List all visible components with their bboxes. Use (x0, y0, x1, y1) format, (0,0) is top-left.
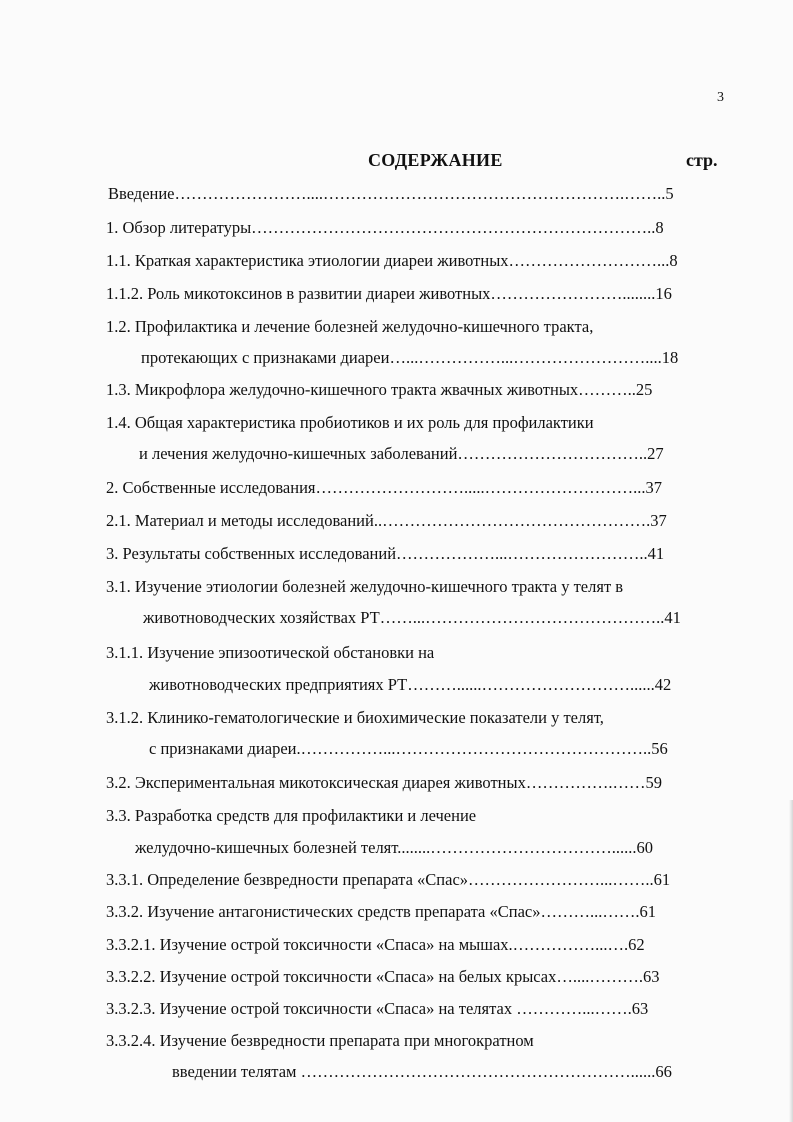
toc-entry: 1.2. Профилактика и лечение болезней желудочно-кишечного тракта, (106, 317, 594, 336)
toc-entry: животноводческих предприятиях РТ………......………………………......42 (149, 675, 672, 694)
toc-entry: введении телятам ……………………………………………………......66 (172, 1062, 672, 1081)
toc-entry: 3.3.1. Определение безвредности препарата «Спас»……………………...……..61 (106, 870, 671, 889)
toc-entry: животноводческих хозяйствах РТ……...……………………………………..41 (143, 608, 681, 627)
toc-entry: 2.1. Материал и методы исследований..………………………………………….37 (106, 511, 667, 530)
page-column-label: стр. (686, 150, 718, 170)
toc-entry: 3.1.2. Клинико-гематологические и биохимические показатели у телят, (106, 708, 604, 727)
toc-entry: 3. Результаты собственных исследований………………...……………………..41 (106, 544, 665, 563)
toc-entry: 3.1. Изучение этиологии болезней желудочно-кишечного тракта у телят в (106, 577, 624, 596)
toc-entry: 2. Собственные исследования……………………….....………………………...37 (106, 478, 663, 497)
toc-entry: желудочно-кишечных болезней телят........……………………………......60 (135, 838, 653, 857)
toc-entry: 3.3.2. Изучение антагонистических средств препарата «Спас»………...…….61 (106, 902, 656, 921)
toc-entry: 1.1.2. Роль микотоксинов в развитии диареи животных……………………........16 (106, 284, 672, 303)
toc-entry: 3.3.2.1. Изучение острой токсичности «Спаса» на мышах.……………...….62 (106, 935, 645, 954)
toc-entry: 3.1.1. Изучение эпизоотической обстановки на (106, 643, 435, 662)
toc-entry: 3.3.2.2. Изучение острой токсичности «Спаса» на белых крысах…....……….63 (106, 967, 660, 986)
scan-edge-shadow (789, 800, 793, 1122)
page-number: 3 (717, 90, 724, 105)
toc-entry: Введение……………………....……………………………………………….……..5 (108, 184, 674, 203)
toc-entry: 3.3. Разработка средств для профилактики и лечение (106, 806, 477, 825)
toc-entry: 1.3. Микрофлора желудочно-кишечного тракта жвачных животных………..25 (106, 380, 653, 399)
toc-entry: 1.4. Общая характеристика пробиотиков и их роль для профилактики (106, 413, 594, 432)
toc-title: СОДЕРЖАНИЕ (368, 150, 503, 170)
toc-entry: 1.1. Краткая характеристика этиологии диареи животных………………………...8 (106, 251, 678, 270)
toc-entry: с признаками диареи.……………...………………………………………..56 (149, 739, 668, 758)
toc-entry: и лечения желудочно-кишечных заболеваний……………………………..27 (139, 444, 664, 463)
toc-entry: 3.2. Экспериментальная микотоксическая диарея животных…………….……59 (106, 773, 662, 792)
toc-entry: 3.3.2.3. Изучение острой токсичности «Спаса» на телятах …………...…….63 (106, 999, 649, 1018)
toc-entry: протекающих с признаками диареи…...……………...……………………....18 (141, 348, 679, 367)
toc-entry: 3.3.2.4. Изучение безвредности препарата при многократном (106, 1031, 534, 1050)
toc-entry: 1. Обзор литературы………………………………………………………………..8 (106, 218, 664, 237)
